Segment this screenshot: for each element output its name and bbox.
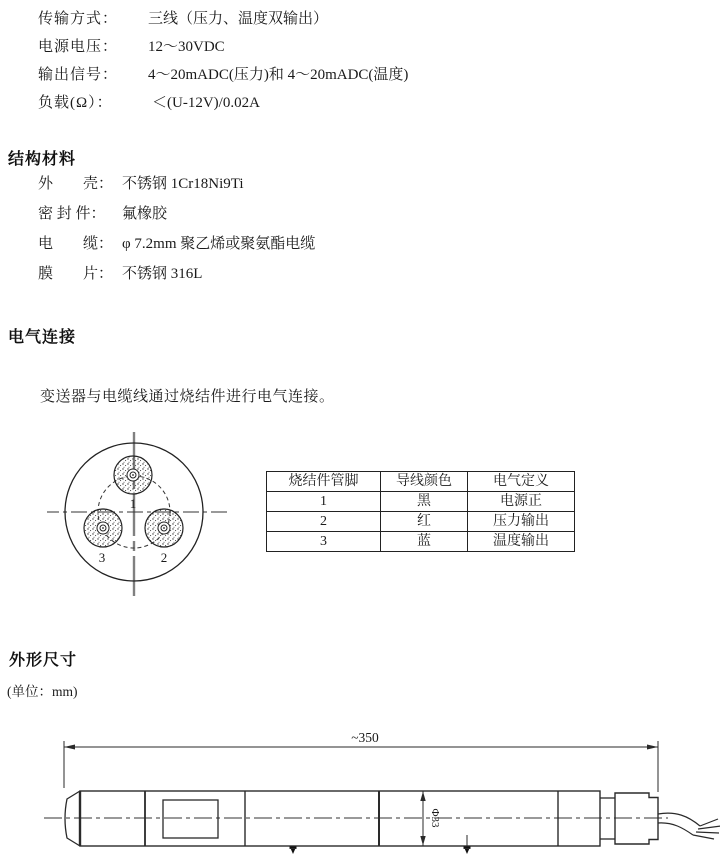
spec-row-output-signal — [38, 68, 408, 83]
length-dimension — [64, 741, 658, 792]
connector-face-diagram — [47, 428, 227, 600]
material-label: 电 缆： — [38, 236, 114, 252]
material-label: 外 壳： — [38, 176, 114, 192]
pin-3-label: 3 — [98, 550, 106, 565]
table-row — [267, 512, 575, 532]
cell-definition: 压力输出 — [468, 512, 575, 532]
materials-heading: 结构材料 — [8, 151, 77, 168]
unit-note: (单位：mm) — [7, 684, 78, 699]
spec-value: 12～30VDC — [148, 39, 225, 55]
cable-pigtail — [658, 813, 720, 839]
materials-list — [38, 177, 315, 282]
material-row-diaphragm — [38, 267, 315, 282]
electrical-description: 变送器与电缆线通过烧结件进行电气连接。 — [40, 389, 335, 405]
col-header-pin: 烧结件管脚 — [267, 472, 381, 492]
sensing-window — [163, 800, 218, 838]
material-value: 不锈钢 316L — [122, 266, 203, 282]
cell-pin: 2 — [267, 512, 381, 532]
spec-label: 传输方式： — [38, 11, 119, 27]
pin-2-label: 2 — [160, 550, 168, 565]
cell-wire-color: 黑 — [381, 492, 468, 512]
cell-pin: 1 — [267, 492, 381, 512]
outline-drawing — [20, 716, 720, 868]
wiring-table-header-row — [267, 472, 575, 492]
pin-3 — [84, 509, 122, 547]
electrical-heading: 电气连接 — [8, 329, 77, 346]
pin-2 — [145, 509, 183, 547]
spec-row-transmission — [38, 12, 408, 27]
spec-value: ＜(U-12V)/0.02A — [152, 95, 260, 111]
material-row-cable — [38, 237, 315, 252]
spec-list — [38, 12, 408, 111]
pin-1-label: 1 — [129, 496, 137, 511]
material-value: 氟橡胶 — [122, 206, 168, 222]
material-row-seal — [38, 207, 315, 222]
length-dim-label: ~350 — [351, 730, 379, 745]
spec-value: 三线（压力、温度双输出） — [148, 11, 329, 27]
spec-row-load — [38, 96, 408, 111]
material-row-shell — [38, 177, 315, 192]
cell-wire-color: 蓝 — [381, 532, 468, 552]
cell-definition: 电源正 — [468, 492, 575, 512]
diameter-dim-label: Φ33 — [429, 808, 441, 828]
table-row — [267, 492, 575, 512]
spec-label: 输出信号： — [38, 67, 119, 83]
material-label: 膜 片： — [38, 266, 114, 282]
material-value: φ 7.2mm 聚乙烯或聚氨酯电缆 — [122, 236, 316, 252]
pin-1 — [114, 456, 152, 494]
vent-screw-right — [464, 847, 471, 855]
spec-row-supply-voltage — [38, 40, 408, 55]
cell-definition: 温度输出 — [468, 532, 575, 552]
outline-heading: 外形尺寸 — [9, 652, 78, 669]
material-value: 不锈钢 1Cr18Ni9Ti — [122, 176, 244, 192]
vent-screw-left — [290, 847, 297, 855]
material-label: 密 封 件： — [38, 206, 106, 222]
cell-pin: 3 — [267, 532, 381, 552]
table-row — [267, 532, 575, 552]
spec-label: 负载(Ω）： — [38, 95, 113, 111]
spec-value: 4～20mADC(压力)和 4～20mADC(温度) — [148, 67, 409, 83]
col-header-wire-color: 导线颜色 — [381, 472, 468, 492]
col-header-definition: 电气定义 — [468, 472, 575, 492]
wiring-table — [266, 471, 575, 552]
spec-label: 电源电压： — [38, 39, 119, 55]
cell-wire-color: 红 — [381, 512, 468, 532]
